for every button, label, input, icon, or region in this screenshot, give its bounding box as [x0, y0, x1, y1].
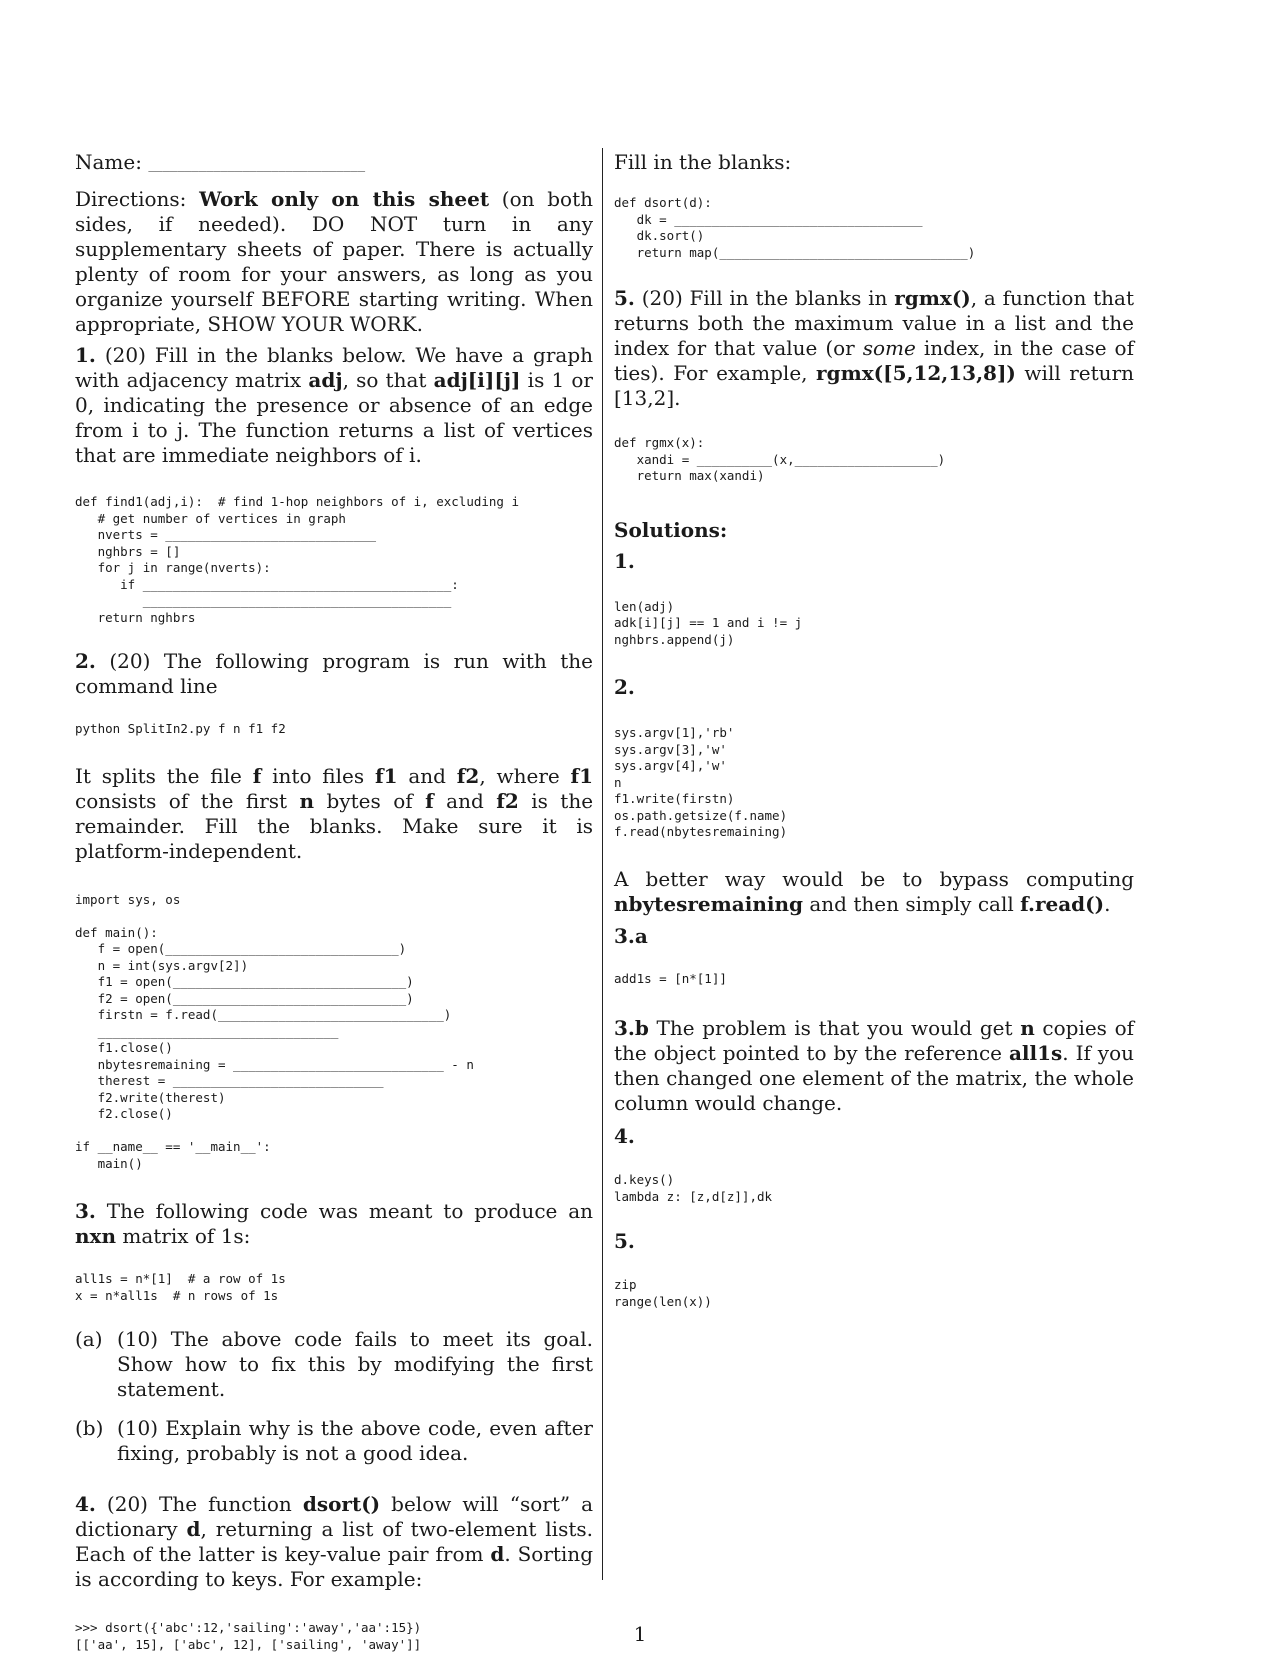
- question-1: 1. (20) Fill in the blanks below. We have a graph with adjacency matrix adj, so that adj[i][j] is 1 or 0, indicating the presence or absence of an edge from i to j. The function returns a list of vertices that are immediate neighbors of i.: [75, 343, 594, 467]
- solution-3a-label: 3.a: [614, 923, 648, 948]
- question-3: 3. The following code was meant to produce an nxn matrix of 1s:: [75, 1199, 593, 1248]
- page-number: 1: [633, 1622, 647, 1646]
- left-column: [75, 150, 593, 1653]
- question-4: 4. (20) The function dsort() below will “sort” a dictionary d, returning a list of two-element lists. Each of the latter is key-value pair from d. Sorting is according to keys. For example:: [75, 1492, 594, 1591]
- solution-2-label: 2.: [614, 675, 635, 699]
- solution-4-code: d.keys() lambda z: [z,d[z]],dk: [614, 1172, 773, 1204]
- right-column: [614, 150, 1134, 1310]
- solution-2-note: A better way would be to bypass computing nbytesremaining and then simply call f.read().: [614, 866, 1134, 916]
- solution-1-label: 1.: [614, 548, 635, 573]
- solution-1-code: len(adj) adk[i][j] == 1 and i != j nghbrs.append(j): [614, 598, 803, 647]
- question-2: 2. (20) The following program is run with the command line: [75, 649, 593, 698]
- code-split-in-2: import sys, os def main(): f = open(_______________________________) n = int(sys.argv[2]) f1 = open(_______________________________) f2 = open(_______________________________) firstn = f.read(______________________________) ________________________________ f1.close() nbytesremaining = ____________________________ - n therest = ____________________________ f2.write(therest) f2.close() if __name__ == '__main__': main(): [75, 891, 474, 1171]
- name-label: Name:: [75, 150, 142, 174]
- question-5: 5. (20) Fill in the blanks in rgmx(), a function that returns both the maximum value in a list and the index for that value (or some index, in the case of ties). For example, rgmx([5,12,13,8]) will return [13,2].: [614, 286, 1135, 410]
- code-dsort-example: >>> dsort({'abc':12,'sailing':'away','aa':15}) [['aa', 15], ['abc', 12], ['sailing', 'away']]: [75, 1620, 422, 1652]
- solution-3b: 3.b The problem is that you would get n copies of the object pointed to by the reference all1s. If you then changed one element of the matrix, the whole column would change.: [614, 1016, 1135, 1115]
- fill-in-blanks-label: Fill in the blanks:: [614, 150, 792, 174]
- question-2-description: It splits the file f into files f1 and f2, where f1 consists of the first n bytes of f and f2 is the remainder. Fill the blanks. Make sure it is platform-independent.: [75, 763, 594, 863]
- solutions-heading: Solutions:: [614, 517, 728, 542]
- solution-4-label: 4.: [614, 1124, 635, 1148]
- code-all1s: all1s = n*[1] # a row of 1s x = n*all1s # n rows of 1s: [75, 1271, 286, 1303]
- question-3a: (a) (10) The above code fails to meet its goal. Show how to fix this by modifying the first statement.: [75, 1327, 593, 1401]
- directions: Directions: Work only on this sheet (on both sides, if needed). DO NOT turn in any supplementary sheets of paper. There is actually plenty of room for your answers, as long as you organize yourself BEFORE starting writing. When appropriate, SHOW YOUR WORK.: [75, 187, 593, 336]
- name-blank: ______________________________: [148, 158, 366, 172]
- code-rgmx: def rgmx(x): xandi = __________(x,___________________) return max(xandi): [614, 435, 946, 483]
- column-divider: [602, 148, 603, 1580]
- name-line: [75, 150, 593, 178]
- solution-5-code: zip range(len(x)): [614, 1277, 712, 1309]
- code-find1: def find1(adj,i): # find 1-hop neighbors of i, excluding i # get number of vertices in graph nverts = ____________________________ nghbrs = [] for j in range(nverts): if _________________________________________: _________________________________________ return nghbrs: [75, 494, 520, 625]
- solution-5-label: 5.: [614, 1229, 635, 1253]
- solution-3a-code: add1s = [n*[1]]: [614, 970, 727, 986]
- code-command-line: python SplitIn2.py f n f1 f2: [75, 721, 286, 736]
- solution-2-code: sys.argv[1],'rb' sys.argv[3],'w' sys.argv[4],'w' n f1.write(firstn) os.path.getsize(f.name) f.read(nbytesremaining): [614, 725, 788, 839]
- code-dsort: def dsort(d): dk = _________________________________ dk.sort() return map(_________________________________): [614, 195, 976, 260]
- question-3b: (b) (10) Explain why is the above code, even after fixing, probably is not a good idea.: [75, 1416, 593, 1465]
